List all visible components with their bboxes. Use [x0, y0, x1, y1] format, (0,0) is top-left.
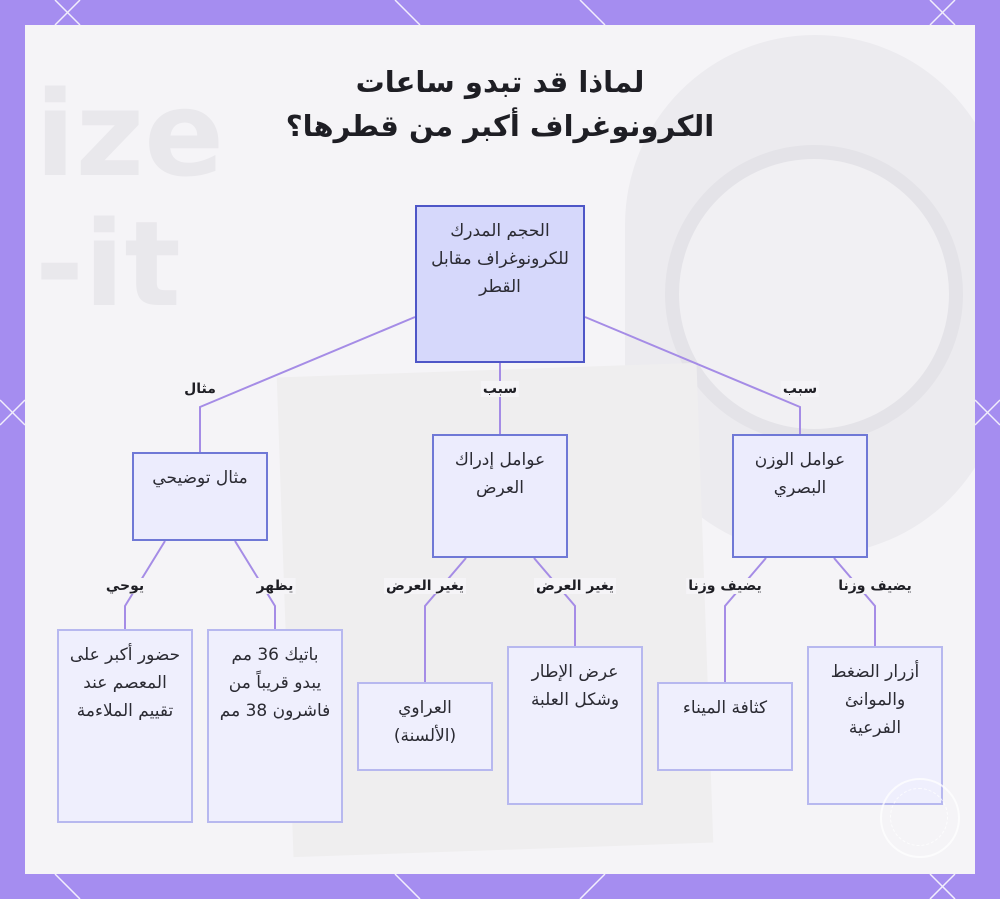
wrist-presence-node: [57, 629, 193, 823]
title-line-2: الكرونوغراف أكبر من قطرها؟: [285, 109, 715, 143]
background-watermark-line1: ize: [35, 65, 225, 203]
edge-label-cause-middle: سبب: [482, 381, 518, 397]
edge-label-example: مثال: [184, 381, 216, 397]
wrist-presence-label: حضور أكبر على المعصم عند تقييم الملاءمة: [69, 645, 181, 721]
pushers-subdials-label: أزرار الضغط والموانئ الفرعية: [830, 662, 920, 738]
bezel-case-node: [507, 646, 643, 805]
edge-weight-to-dial: [725, 558, 766, 682]
dial-density-node: [657, 682, 793, 771]
visual-weight-factors-label: عوامل الوزن البصري: [754, 450, 846, 498]
width-factors-node: [432, 434, 568, 558]
edge-root-to-weight: [585, 317, 800, 434]
title-line-1: لماذا قد تبدو ساعات: [355, 65, 645, 99]
width-factors-label: عوامل إدراك العرض: [454, 450, 546, 498]
edge-label-adds-weight-right: يضيف وزنا: [838, 578, 912, 594]
corner-seal-icon: [880, 778, 960, 858]
edge-label-changes-width-right: يغير العرض: [536, 578, 614, 594]
root-node-label: الحجم المدرك للكرونوغراف مقابل القطر: [431, 221, 569, 297]
edge-width-to-lugs: [425, 558, 466, 682]
edge-label-cause-right: سبب: [782, 381, 818, 397]
lugs-node: [357, 682, 493, 771]
patek-vs-vacheron-node: [207, 629, 343, 823]
lugs-label: العراوي (الألسنة): [393, 698, 457, 746]
edge-label-suggests: يوحي: [105, 578, 145, 594]
visual-weight-factors-node: [732, 434, 868, 558]
edge-width-to-bezel: [534, 558, 575, 646]
edge-label-shows: يظهر: [256, 578, 294, 594]
illustrative-example-label: مثال توضيحي: [152, 468, 248, 488]
edge-root-to-example: [200, 317, 415, 452]
root-node: [415, 205, 585, 363]
background-watermark-line2: -it: [35, 195, 181, 333]
edge-label-adds-weight-left: يضيف وزنا: [688, 578, 762, 594]
dial-density-label: كثافة الميناء: [682, 698, 768, 718]
bezel-case-label: عرض الإطار وشكل العلبة: [530, 662, 620, 710]
illustrative-example-node: [132, 452, 268, 541]
edge-weight-to-pushers: [834, 558, 875, 646]
patek-vs-vacheron-label: باتيك 36 مم يبدو قريباً من فاشرون 38 مم: [219, 645, 331, 721]
edge-label-changes-width-left: يغير العرض: [386, 578, 464, 594]
